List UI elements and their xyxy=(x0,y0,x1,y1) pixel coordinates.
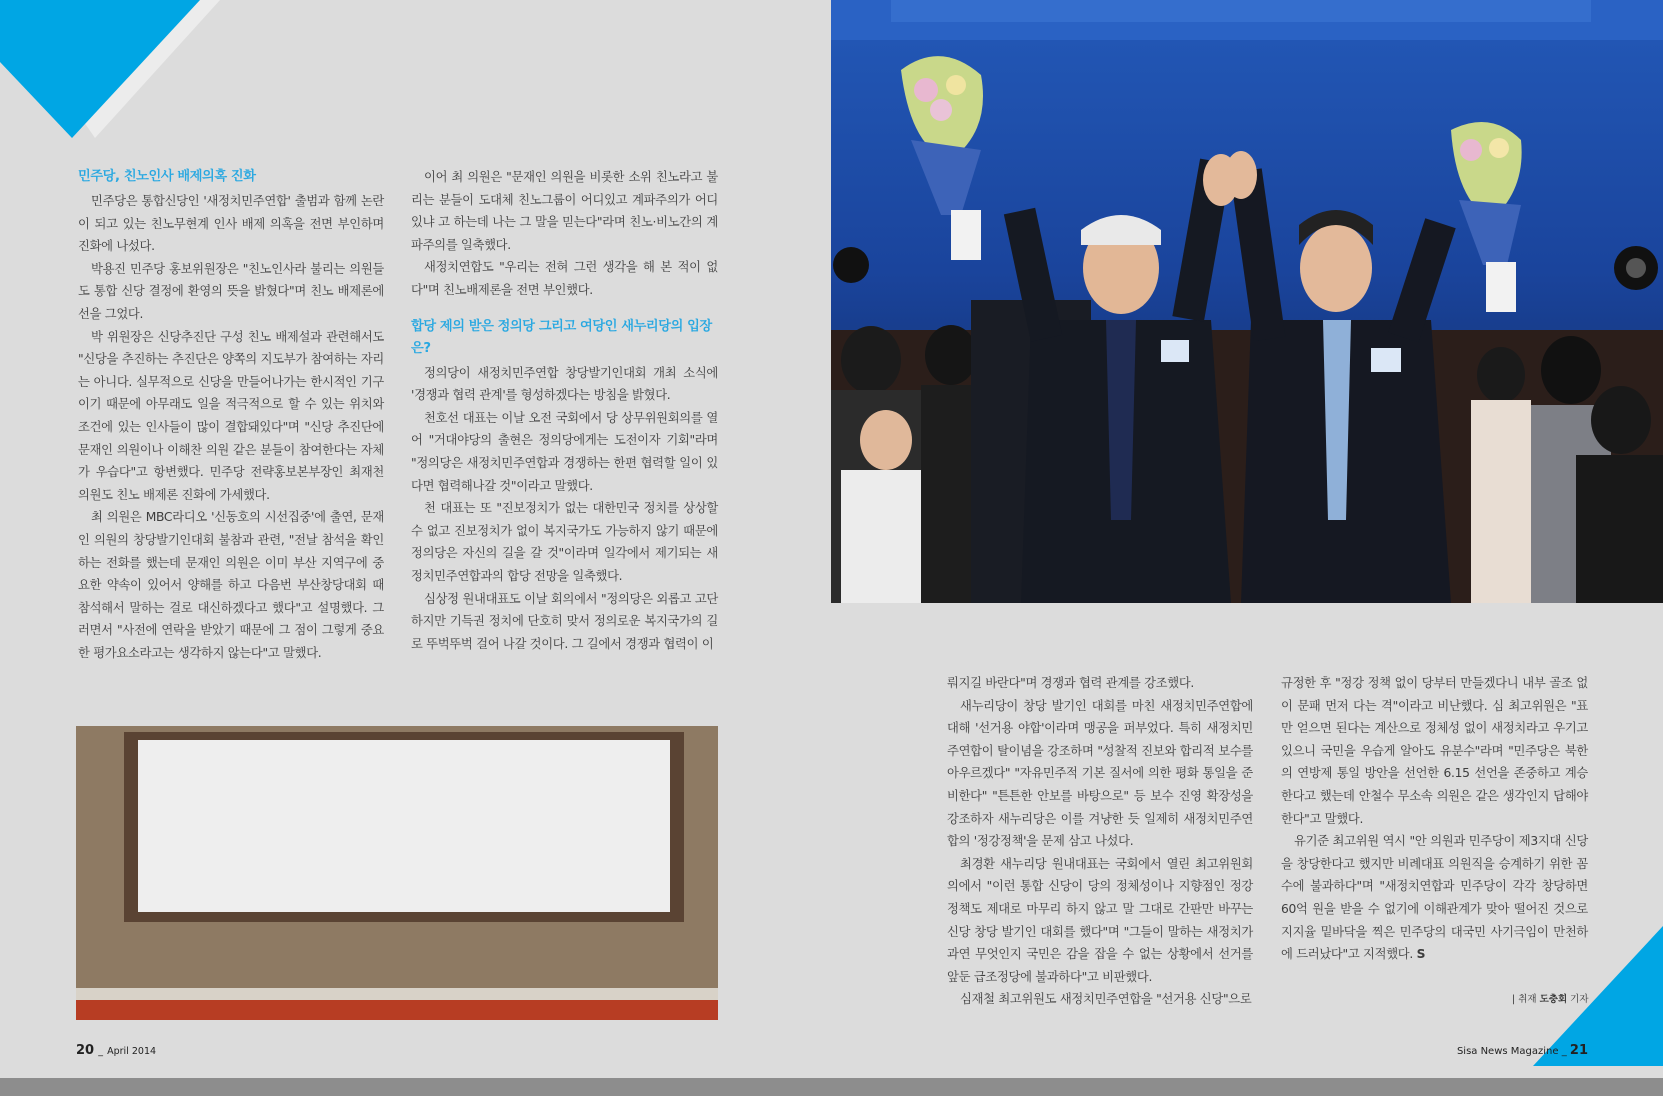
paragraph xyxy=(1281,830,1588,966)
paragraph: 새정치연합도 "우리는 전혀 그런 생각을 해 본 적이 없다"며 친노배제론을 전면 부인했다. xyxy=(411,260,718,297)
photo-celebration xyxy=(831,0,1663,603)
paragraph: 최경환 새누리당 원내대표는 국회에서 열린 최고위원회의에서 "이런 통합 신당이 당의 정체성이나 지향점인 정강정책도 제대로 마무리 하지 않고 말 그대로 간판만 바꾸는 신당 창당 발기인 대회를 했다"며 "그들이 말하는 새정치가 과연 무엇인지 국민은 감을 잡을 수 없는 상황에서 선거를 앞둔 급조정당에 불과하다"고 비판했다. xyxy=(947,856,1253,984)
footer-right xyxy=(1457,1043,1588,1058)
page-number: 20 xyxy=(76,1043,95,1058)
section-heading: 합당 제의 받은 정의당 그리고 여당인 새누리당의 입장은? xyxy=(411,318,712,356)
paragraph: 최 의원은 MBC라디오 '신동호의 시선집중'에 출연, 문재인 의원의 창당발기인대회 불참과 관련, "전날 참석을 확인하는 전화를 했는데 문재인 의원은 이미 부산 지역구에 중요한 약속이 있어서 양해를 하고 다음번 부산창당대회 때 참석해서 말하는 걸로 대신하겠다고 했다"고 설명했다. 그러면서 "사전에 연락을 받았기 때문에 그 점이 그렇게 중요한 평가요소라고는 생각하지 않는다"고 말했다. xyxy=(78,510,384,660)
article-column-1 xyxy=(78,166,384,664)
paragraph: 심재철 최고위원도 새정치민주연합을 "선거용 신당"으로 xyxy=(960,992,1252,1007)
footer-left xyxy=(76,1043,156,1058)
paragraph: 박 위원장은 신당추진단 구성 친노 배제설과 관련해서도 "신당을 추진하는 추진단은 양쪽의 지도부가 참여하는 자리는 아니다. 실무적으로 신당을 만들어나가는 한시적인 기구이기 때문에 아무래도 일을 적극적으로 할 수 있는 위치와 조건에 있는 인사들이 많이 결합돼있다"며 "신당 추진단에 문재인 의원이나 이해찬 의원 같은 분들이 참여한다는 자체가 우습다"고 항변했다. 민주당 전략홍보본부장인 최재천 의원도 친노 배제론 진화에 가세했다. xyxy=(78,329,384,502)
paragraph: 민주당은 통합신당인 '새정치민주연합' 출범과 함께 논란이 되고 있는 친노무현계 인사 배제 의혹을 전면 부인하며 진화에 나섰다. xyxy=(78,194,384,254)
section-heading: 민주당, 친노인사 배제의혹 진화 xyxy=(78,169,256,184)
paragraph: 천 대표는 또 "진보정치가 없는 대한민국 정치를 상상할 수 없고 진보정치가 없이 복지국가도 가능하지 않기 때문에 정의당은 자신의 길을 갈 것"이라며 일각에서 제기되는 새정치민주연합과의 합당 전망을 일축했다. xyxy=(411,501,718,583)
footer-separator: _ xyxy=(98,1046,103,1057)
paragraph: 새누리당이 창당 발기인 대회를 마친 새정치민주연합에 대해 '선거용 야합'이라며 맹공을 퍼부었다. 특히 새정치민주연합이 탈이념을 강조하며 "성찰적 진보와 합리적 보수를 아우르겠다" "자유민주적 기본 질서에 의한 평화 통일을 준비한다" "튼튼한 안보를 바탕으로" 등 보수 진영 확장성을 강조하자 새누리당은 이를 겨냥한 듯 일제히 새정치민주연합의 '정강정책'을 문제 삼고 나섰다. xyxy=(947,698,1253,849)
issue-date: April 2014 xyxy=(107,1046,157,1057)
page-number: 21 xyxy=(1569,1043,1588,1058)
paragraph: 뤄지길 바란다"며 경쟁과 협력 관계를 강조했다. xyxy=(947,676,1195,690)
article-column-3 xyxy=(947,672,1253,1011)
footer-separator: _ xyxy=(1561,1046,1567,1057)
photo-celebration-illustration xyxy=(831,0,1663,603)
byline-name: 도충회 xyxy=(1539,994,1568,1005)
paragraph: 심상정 원내대표도 이날 회의에서 "정의당은 외롭고 고단하지만 기득권 정치에 단호히 맞서 정의로운 복지국가의 길로 뚜벅뚜벅 걸어 나갈 것이다. 그 길에서 경쟁과 협력이 이 xyxy=(411,591,718,651)
paragraph: 박용진 민주당 홍보위원장은 "친노인사라 불리는 의원들도 통합 신당 결정에 환영의 뜻을 밝혔다"며 친노 배제론에 선을 그었다. xyxy=(78,261,384,321)
corner-triangle-top-left xyxy=(0,0,240,150)
paragraph-text: 유기준 최고위원 역시 "안 의원과 민주당이 제3지대 신당을 창당한다고 했지만 비례대표 의원직을 승계하기 위한 꼼수에 불과하다"며 "새정치연합과 민주당이 각각 창당하면 60억 원을 받을 수 없기에 이해관계가 맞아 떨어진 것으로 지지율 밑바닥을 찍은 민주당의 대국민 사기극임이 만천하에 드러났다"고 지적했다. xyxy=(1281,834,1588,962)
byline-prefix: | 취재 xyxy=(1512,994,1537,1005)
bottom-strip xyxy=(0,1078,1663,1096)
paragraph: 정의당이 새정치민주연합 창당발기인대회 개최 소식에 '경쟁과 협력 관계'를 형성하겠다는 방침을 밝혔다. xyxy=(411,365,718,403)
paragraph: 천호선 대표는 이날 오전 국회에서 당 상무위원회의를 열어 "거대야당의 출현은 정의당에게는 도전이자 기회"라며 "정의당은 새정치민주연합과 경쟁하는 한편 협력할 일이 있다면 협력해나갈 것"이라고 말했다. xyxy=(411,410,718,493)
article-column-2 xyxy=(411,166,718,655)
photo-group xyxy=(76,726,718,1020)
magazine-name: Sisa News Magazine xyxy=(1456,1046,1559,1057)
photo-group-illustration xyxy=(76,726,718,1020)
byline-suffix: 기자 xyxy=(1570,994,1589,1005)
paragraph: 규정한 후 "정강 정책 없이 당부터 만들겠다니 내부 골조 없이 문패 먼저 다는 격"이라고 비난했다. 심 최고위원은 "표만 얻으면 된다는 계산으로 정체성 없이 새정치라고 우기고 있으니 국민을 우습게 알아도 유분수"라며 "민주당은 북한의 연방제 통일 방안을 선언한 6.15 선언을 존중하고 계승한다고 했는데 안철수 무소속 의원은 같은 생각인지 답해야 한다"고 말했다. xyxy=(1281,676,1588,826)
byline xyxy=(1512,991,1589,1005)
article-column-4 xyxy=(1281,672,1588,966)
paragraph: 이어 최 의원은 "문재인 의원을 비롯한 소위 친노라고 불리는 분들이 도대체 친노그룹이 어디있고 계파주의가 어디있냐 고 하는데 나는 그 말을 믿는다"라며 친노·비노간의 계파주의를 일축했다. xyxy=(411,170,718,252)
end-mark-icon: S xyxy=(1416,947,1426,962)
